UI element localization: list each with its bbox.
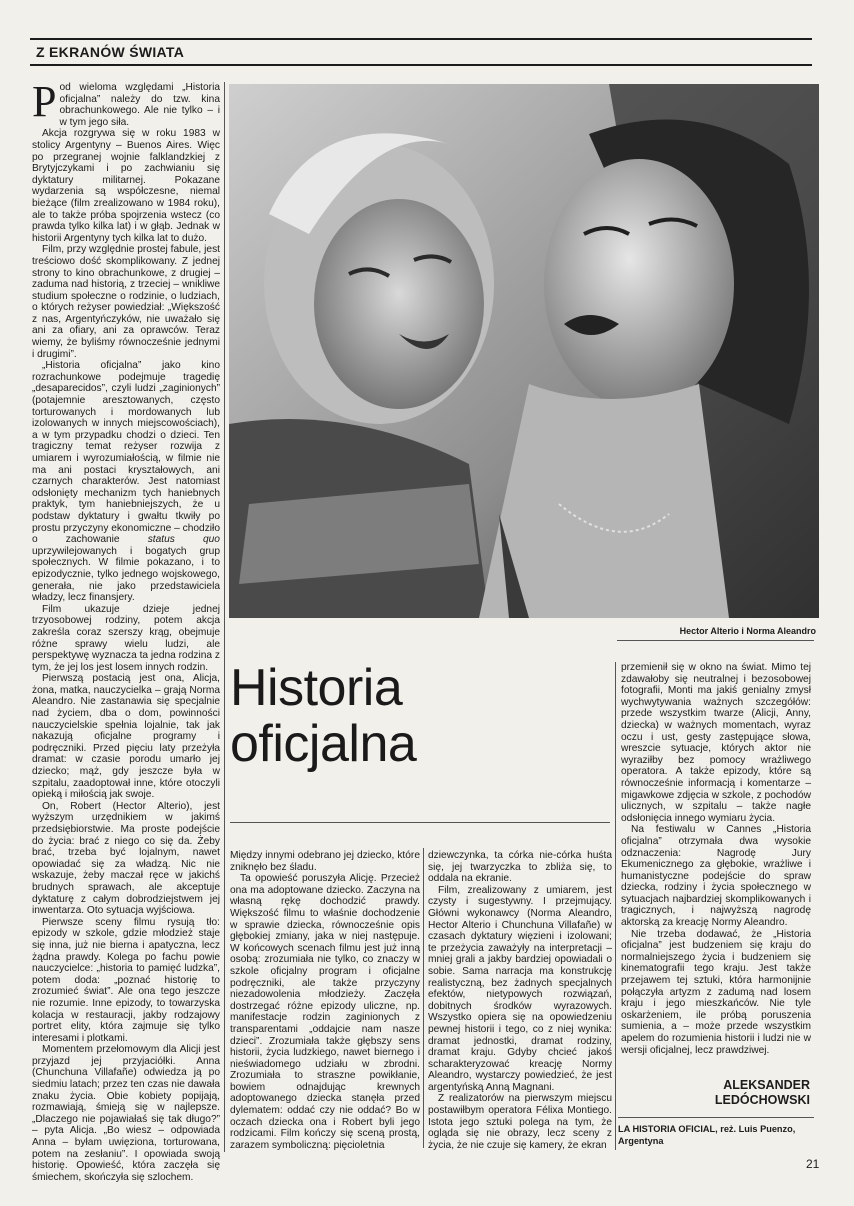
film-credit: LA HISTORIA OFICIAL, reż. Luis Puenzo, Argentyna	[618, 1124, 796, 1146]
paragraph: Film, zrealizowany z umiarem, jest czysty i sugestywny. I przejmujący. Główni wykonawcy (Norma Aleandro, Hector Alterio i Chunchuna Villafañe) w czasach dyktatury więzieni i izolowani; te przeżycia zaważyły na interpretacji – mniej grali a jakby bardziej opowiadali o sobie. Sama narracja ma konstrukcję realistyczną, bez żadnych specjalnych efektów, nietypowych rozwiązań, dobitnych środków wyrazowych. Wszystko opiera się na opowiedzeniu pewnej historii i tego, co z niej wynika: dramat jednostki, dramat rodziny, dramat kraju. Gdyby chcieć jakoś scharakteryzować kreację Normy Aleandro, wystarczy powiedzieć, że jest argentyńską Anną Magnani.	[428, 884, 612, 1093]
photo-illustration	[229, 84, 819, 618]
caption-rule	[617, 640, 814, 641]
title-underline	[230, 822, 610, 823]
column-divider	[224, 82, 225, 1152]
paragraph: Nie trzeba dodawać, że „Historia oficjalna” jest budzeniem się kraju do normalniejszego życia i budzeniem się kinematografii tego kraju. Jest także przejawem tej sztuki, która harmonijnie połączyła artyzm z zadumą nad losem kraju i jego mieszkańców. Nie tyle oskarżeniem, ile próbą poruszenia sumienia, a – może przede wszystkim apelem do rozumienia historii i ludzi nie w wersji oficjalnej, lecz prawdziwej.	[621, 928, 811, 1056]
paragraph: dziewczynka, ta córka nie-córka huśta się, jej twarzyczka to zbliża się, to oddala na ekranie.	[428, 850, 612, 885]
author-first-name: ALEKSANDER	[723, 1078, 810, 1092]
paragraph: Ta opowieść poruszyła Alicję. Przecież ona ma adoptowane dziecko. Zaczyna na własną rękę dochodzić prawdy. Większość filmu to właśnie dochodzenie w sprawie dziecka, równocześnie opis głębokiej zmiany, jaka w niej następuje. W końcowych scenach filmu jest już inną osobą: zrozumiała nie tylko, co znaczy w szkole oficjalny program i oficjalne podręczniki, ale także przyczyny niezadowolenia młodzieży. Zaczęła dostrzegać różne epizody uliczne, np. manifestacje rodzin zaginionych z transparentami „oddajcie nam nasze dzieci”. Zrozumiała także głębszy sens historii, życia ludzkiego, nawet biernego i nieświadomego udziału w zbrodni. Zrozumiała to straszne powikłanie, bowiem odnajdując krewnych adoptowanego dziecka stanęła przed dylematem: oddać czy nie oddać? Bo w oczach dziecka ona i Robert byli jego rodzicami. Film kończy się sceną prostą, zarazem symboliczną: pięcioletnia	[230, 873, 420, 1151]
article-column-4	[621, 662, 811, 1074]
section-title: Z EKRANÓW ŚWIATA	[36, 44, 185, 60]
paragraph: Pierwsze sceny filmu rysują tło: epizody w szkole, gdzie młodzież staje się inna, już nie bierna i apatyczna, lecz żądna prawdy. Kolega po fachu powie nauczycielce: „historia to pamięć ludzka”, potem doda: „poznać historię to zrozumieć świat”. Ale ona tego jeszcze nie rozumie. Inne epizody, to towarzyska kolacja w restauracji, jakby rodzajowy portret elity, która zajmuje się tylko interesami i plotkami.	[32, 916, 220, 1044]
article-title	[230, 660, 416, 772]
column-divider	[423, 848, 424, 1148]
film-still-photo	[229, 84, 819, 618]
paragraph: Na festiwalu w Cannes „Historia oficjalna” otrzymała dwa wysokie odznaczenia: Nagrodę Jury Ekumenicznego za głębokie, wrażliwe i humanistyczne podejście do spraw dziecka, rodziny i życia społecznego w sytuacjach najbardziej skomplikowanych i tragicznych, i najwyższą nagrodę aktorską za kreację Normy Aleandro.	[621, 824, 811, 929]
article-column-3	[428, 850, 612, 1150]
paragraph	[32, 360, 220, 603]
page-number: 21	[806, 1157, 820, 1171]
paragraph: Z realizatorów na pierwszym miejscu postawiłbym operatora Félixa Montiego. Istota jego sztuki polega na tym, że ogląda się nie obrazy, lecz sceny z życia, że nie czuje się kamery, że ekran	[428, 1093, 612, 1151]
author-last-name: LEDÓCHOWSKI	[714, 1093, 810, 1107]
title-line-1: Historia	[230, 659, 403, 717]
article-column-2	[230, 850, 420, 1150]
paragraph: przemienił się w okno na świat. Mimo tej zdawałoby się neutralnej i bezosobowej fotografii, Monti ma jakiś genialny zmysł wychwytywania ważnych szczegółów: przede wszystkim twarze (Alicji, Anny, dziecka) w ważnych momentach, wyraz oczu i ust, gesty zastępujące słowa, wreszcie sytuacje, których aktor nie wyraziłby bez pomocy wrażliwego operatora. A także epizody, które są równocześnie informacją i komentarze – migawkowe zdjęcia w szkole, z pochodów ulicznych, w szpitalu – także nagłe odsłonięcia innego wymiaru życia.	[621, 662, 811, 824]
paragraph: Między innymi odebrano jej dziecko, które zniknęło bez śladu.	[230, 850, 420, 873]
paragraph: Pierwszą postacią jest ona, Alicja, żona, matka, nauczycielka – grają Norma Aleandro. Nie zastanawia się specjalnie nad życiem, dba o dom, powinności nauczycielskie spełnia lojalnie, tak jak nakazują oficjalne programy i podręczniki. Przed pięciu laty przeżyła dramat: w czasie porodu umarło jej dziecko; mąż, gdy jeszcze była w szpitalu, zaadoptował inne, które otoczyli opieką i miłością jak swoje.	[32, 673, 220, 801]
article-column-1	[32, 77, 221, 1183]
header-rule	[30, 64, 812, 66]
title-line-2: oficjalna	[230, 715, 417, 773]
paragraph: Akcja rozgrywa się w roku 1983 w stolicy Argentyny – Buenos Aires. Więc po przegranej wojnie falklandzkiej z Brytyjczykami i po zachwianiu się dyktatury militarnej. Pokazane wydarzenia są współczesne, niemal bieżące (film zrealizowano w 1984 roku), ale to także próba spojrzenia wstecz (co prawda tylko kilka lat) i w głąb. Jednak w historii Argentyny tych kilka lat to dużo.	[32, 128, 220, 244]
photo-caption: Hector Alterio i Norma Aleandro	[679, 626, 816, 636]
paragraph: Film ukazuje dzieje jednej trzyosobowej rodziny, potem akcja zakreśla coraz szerszy krąg, obejmuje różne sprawy wielu ludzi, ale perspektywę wyznacza ta jedna rodzina z tym, że jej los jest losem innych rodzin.	[32, 603, 221, 673]
drop-cap: P	[32, 77, 57, 126]
italic-term: status quo	[147, 534, 220, 546]
credit-rule	[618, 1117, 814, 1118]
paragraph: od wieloma względami „Historia oficjalna” należy do tzw. kina obrachunkowego. Ale nie tylko – i w tym jego siła.	[59, 82, 220, 128]
paragraph-text: uprzywilejowanych i bogatych grup społecznych. W filmie pokazano, i to epizodycznie, tylko jednego wojskowego, generała, nie jako przedstawiciela władzy, lecz finansjery.	[32, 545, 220, 604]
paragraph: On, Robert (Hector Alterio), jest wyższym urzędnikiem w jakimś przedsiębiorstwie. Ma proste podejście do życia: brać z niego co się da. Żeby brać, trzeba być lojalnym, nawet opowiadać się za władzą. Nic nie wskazuje, żeby maczał ręce w jakichś brudnych sprawach, ale akceptuje dyktaturę z całym dobrodziejstwem jej inwentarza. Oto sytuacja wyjściowa.	[32, 800, 220, 917]
paragraph: Momentem przełomowym dla Alicji jest przyjazd jej przyjaciółki. Anna (Chunchuna Villafañe) odwiedza ją po siedmiu latach; przez ten czas nie dawała znaku życia. Obie kobiety popijają, rozmawiają, śmieją się w najlepsze. „Dlaczego nie pojawiałaś się tak długo?” – pyta Alicja. „Bo wiesz – odpowiada Anna – byłam uwięziona, torturowana, potem na zesłaniu”. I opowiada swoją historię. Opowieść, która zaczęła się śmiechem, skończyła się szlochem.	[32, 1044, 221, 1183]
top-rule	[30, 38, 812, 40]
paragraph-text: „Historia oficjalna” jako kino rozrachunkowe podejmuje tragedię „desaparecidos”, czyli ludzi „zaginionych” (potajemnie aresztowanych, często torturowanych i mordowanych lub izolowanych w innych miejscowościach), a w tym przypadku chodzi o dzieci. Ten tragiczny temat reżyser rozwija z umiarem i wyrozumiałością, w filmie nie ma ani postaci kryształowych, ani czarnych charakterów. Jest natomiast odsłonięty mechanizm tych haniebnych praktyk, tym haniebniejszych, że u podstaw dyktatury i gwałtu tkwiły po prostu przyczyny ekonomiczne – chodziło o zachowanie	[32, 360, 220, 546]
column-divider	[615, 662, 616, 1150]
author-name	[618, 1078, 810, 1108]
paragraph: Film, przy względnie prostej fabule, jest treściowo dość skomplikowany. Z jednej strony to kino obrachunkowe, z drugiej – zaduma nad historią, z trzeciej – wnikliwe studium społeczne o rodzinie, o ludziach, o których reżyser powiedział: „Większość z nas, Argentyńczyków, nie uważało się ani za ofiary, ani za oprawców. Teraz wiemy, że byliśmy równocześnie jednymi i drugimi”.	[32, 244, 220, 360]
